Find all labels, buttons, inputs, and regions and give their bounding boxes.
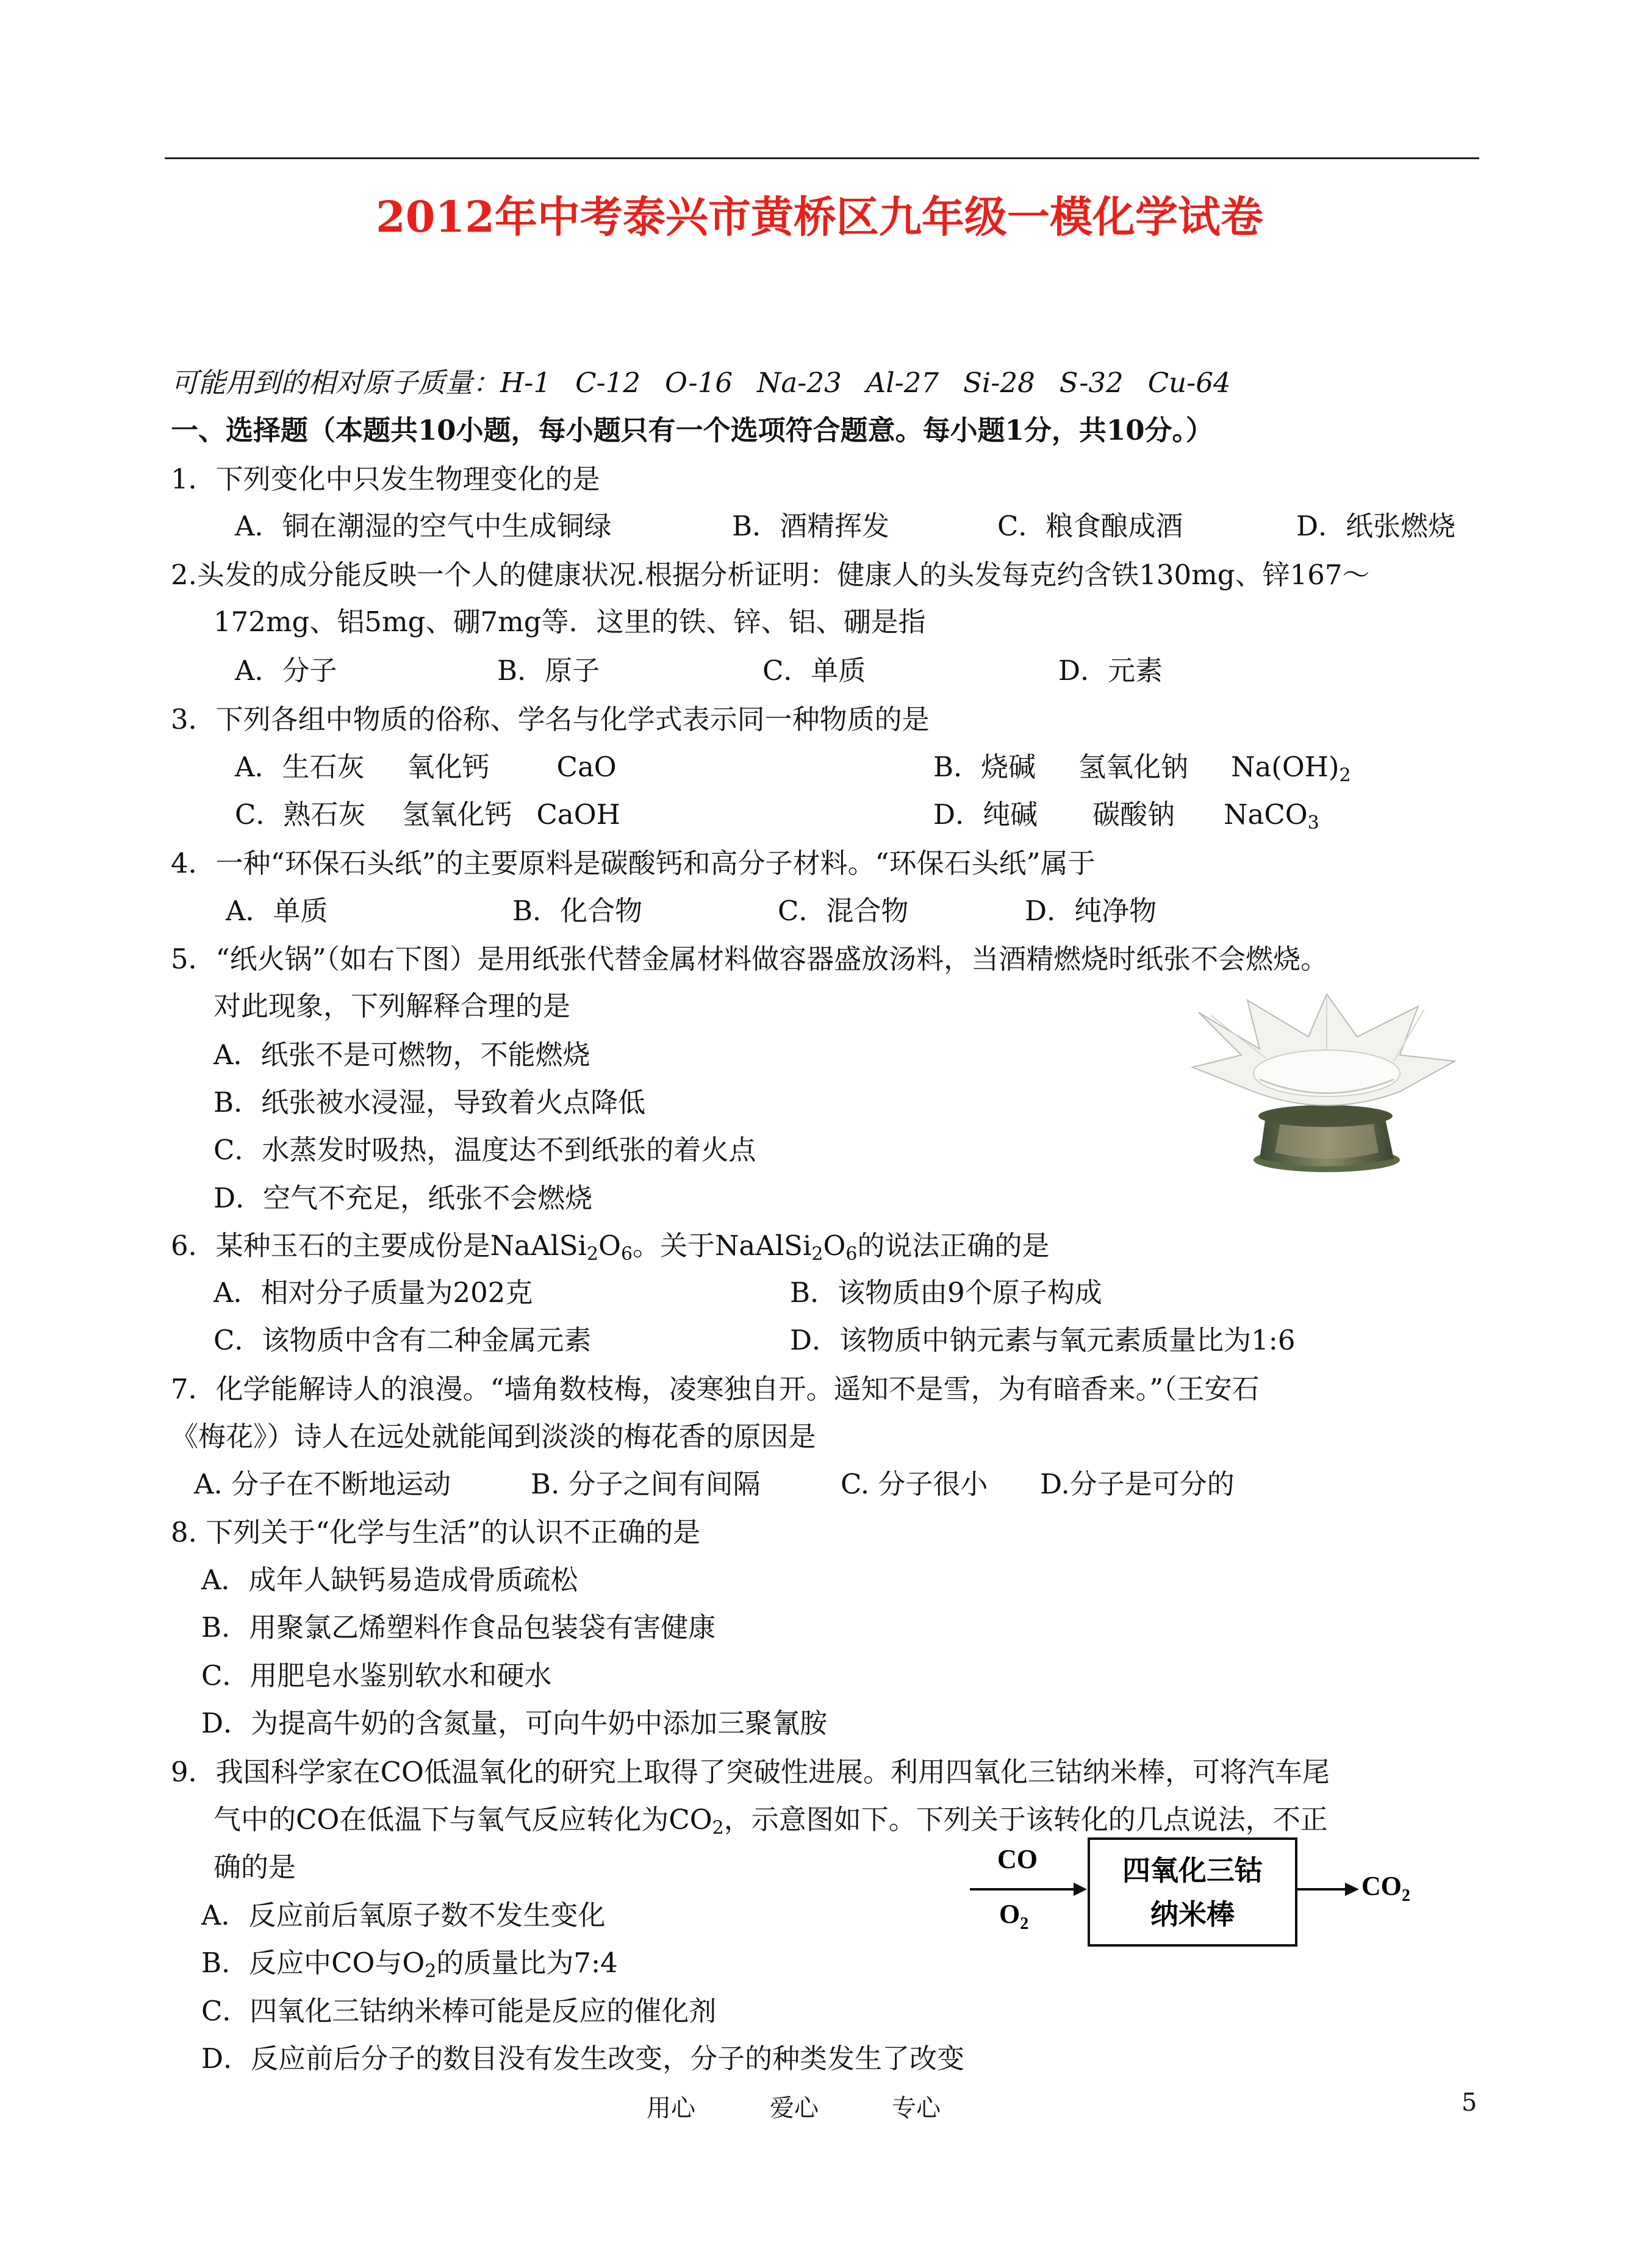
q4-option-a: A．单质 [226,895,328,927]
footer-left: 用心 [647,2094,695,2122]
diagram-input-co: CO [997,1844,1038,1874]
header-rule [165,157,1479,159]
question-4-stem: 4．一种“环保石头纸”的主要原料是碳酸钙和高分子材料。“环保石头纸”属于 [171,847,1096,879]
question-7-stem-line2: 《梅花》）诗人在远处就能闻到淡淡的梅花香的原因是 [171,1420,816,1453]
q6-option-b: B．该物质由9个原子构成 [790,1276,1102,1309]
q2-option-c: C．单质 [762,654,866,687]
question-1-stem: 1．下列变化中只发生物理变化的是 [171,463,600,495]
q3-option-a [235,749,617,785]
atomic-mass-item: C-12 [575,367,641,399]
q8-option-a: A．成年人缺钙易造成骨质疏松 [201,1564,578,1596]
question-8-stem: 8. 下列关于“化学与生活”的认识不正确的是 [171,1516,701,1548]
question-9-stem-line1: 9．我国科学家在CO低温氧化的研究上取得了突破性进展。利用四氧化三钴纳米棒，可将汽车尾 [171,1756,1330,1788]
q6-subscript-6b: 6 [845,1243,858,1265]
q8-option-d: D．为提高牛奶的含氮量，可向牛奶中添加三聚氰胺 [201,1707,828,1739]
q9-option-d: D．反应前后分子的数目没有发生改变，分子的种类发生了改变 [201,2042,965,2075]
q3-d-scientific-name: 碳酸钠 [1092,798,1175,831]
q6-oxygen-symbol: O [598,1229,621,1262]
q6-subscript-2b: 2 [811,1243,823,1265]
q9-option-b [201,1945,618,1981]
atomic-mass-item: Na-23 [757,367,842,399]
q8-option-c: C．用肥皂水鉴别软水和硬水 [201,1659,552,1692]
question-5-stem-line2: 对此现象，下列解释合理的是 [213,990,571,1022]
q6-oxygen-symbol-b: O [823,1229,846,1262]
reaction-diagram [952,1826,1440,1973]
q5-option-d: D．空气不充足，纸张不会燃烧 [213,1182,593,1214]
q9-stem2-part2: ，示意图如下。下列关于该转化的几点说法，不正 [723,1803,1328,1836]
q2-option-a: A．分子 [235,654,337,687]
q3-c-formula: CaOH [536,798,620,831]
paper-hotpot-image [1174,988,1467,1177]
question-3-stem: 3．下列各组中物质的俗称、学名与化学式表示同一种物质的是 [171,703,930,735]
q7-option-c: C. 分子很小 [841,1468,988,1500]
q3-b-common-name: B．烧碱 [933,751,1036,783]
q3-a-common-name: A．生石灰 [235,751,365,783]
q6-subscript-6: 6 [620,1243,633,1265]
atomic-mass-item: O-16 [665,367,733,399]
q6-subscript-2: 2 [586,1243,599,1265]
q6-option-d: D．该物质中钠元素与氧元素质量比为1:6 [790,1324,1296,1356]
q2-option-b: B．原子 [497,654,600,687]
diagram-input-arrowhead [1074,1883,1087,1896]
diagram-input-o2: $O_2$ [999,1899,1029,1933]
question-9-stem-line3: 确的是 [213,1851,296,1883]
q8-option-b: B．用聚氯乙烯塑料作食品包装袋有害健康 [201,1611,716,1644]
q1-option-d: D．纸张燃烧 [1296,510,1456,542]
q4-option-d: D．纯净物 [1025,895,1157,927]
q3-b-subscript: 2 [1339,765,1351,786]
q3-c-scientific-name: 氢氧化钙 [402,798,512,831]
q6-stem-part3: 的说法正确的是 [857,1229,1050,1262]
q3-c-common-name: C．熟石灰 [235,798,366,831]
q1-option-c: C．粮食酿成酒 [997,510,1183,542]
section-header: 一、选择题（本题共10小题，每小题只有一个选项符合题意。每小题1分，共10分。） [171,414,1214,446]
q1-option-b: B．酒精挥发 [732,510,890,542]
q9-stem2-subscript: 2 [712,1817,724,1839]
q3-d-subscript: 3 [1307,812,1319,834]
q4-option-b: B．化合物 [512,895,643,927]
q5-option-b: B．纸张被水浸湿，导致着火点降低 [213,1086,646,1118]
q3-b-scientific-name: 氢氧化钠 [1078,751,1189,783]
q6-stem-part2: 。关于NaAlSi [633,1229,812,1262]
q9-b-part1: B．反应中CO与O [201,1947,425,1979]
q5-option-a: A．纸张不是可燃物，不能燃烧 [213,1039,590,1071]
q9-b-part2: 的质量比为7:4 [436,1947,618,1979]
q7-option-b: B. 分子之间有间隔 [531,1468,761,1500]
q9-option-a: A．反应前后氧原子数不发生变化 [201,1899,606,1931]
q9-option-c: C．四氧化三钴纳米棒可能是反应的催化剂 [201,1995,717,2027]
q6-option-a: A．相对分子质量为202克 [213,1276,533,1309]
atomic-mass-item: Cu-64 [1147,367,1231,399]
q3-a-formula: CaO [556,751,617,783]
q3-option-d [933,796,1319,833]
page-title: 2012年中考泰兴市黄桥区九年级一模化学试卷 [376,191,1263,242]
diagram-box-line2: 纳米棒 [1150,1899,1235,1930]
q3-option-b [933,749,1351,785]
footer-right: 专心 [892,2094,941,2122]
diagram-output-arrowhead [1345,1883,1359,1896]
question-7-stem-line1: 7．化学能解诗人的浪漫。“墙角数枝梅，凌寒独自开。遥知不是雪，为有暗香来。”（王安石 [171,1373,1260,1405]
q7-option-d: D.分子是可分的 [1040,1468,1235,1500]
q6-option-c: C．该物质中含有二种金属元素 [213,1324,592,1356]
atomic-masses-label: 可能用到的相对原子质量： [171,367,501,399]
diagram-output-co2: $CO_2$ [1361,1871,1410,1905]
q3-option-c [235,796,620,833]
page-number: 5 [1461,2089,1477,2117]
q4-option-c: C．混合物 [778,895,909,927]
q3-d-common-name: D．纯碱 [933,798,1038,831]
q9-b-subscript: 2 [425,1961,437,1982]
diagram-box-line1: 四氧化三钴 [1122,1855,1263,1886]
atomic-masses [171,365,1255,401]
question-2-stem-line1: 2.头发的成分能反映一个人的健康状况.根据分析证明：健康人的头发每克约含铁130mg、锌167～ [171,559,1370,591]
question-6-stem [171,1228,1049,1264]
q3-d-formula: NaCO [1224,798,1308,831]
atomic-mass-item: H-1 [500,367,551,399]
atomic-mass-item: S-32 [1059,367,1124,399]
footer-middle: 爱心 [770,2094,819,2122]
atomic-mass-item: Al-27 [866,367,939,399]
q3-b-formula: Na(OH) [1231,751,1340,783]
q2-option-d: D．元素 [1058,654,1163,687]
question-2-stem-line2: 172mg、铝5mg、硼7mg等．这里的铁、锌、铝、硼是指 [213,606,926,638]
q3-a-scientific-name: 氧化钙 [407,751,490,783]
atomic-mass-item: Si-28 [963,367,1035,399]
q1-option-a: A．铜在潮湿的空气中生成铜绿 [235,510,612,542]
question-5-stem-line1: 5．“纸火锅”（如右下图）是用纸张代替金属材料做容器盛放汤料，当酒精燃烧时纸张不会燃烧。 [171,943,1329,975]
q9-stem2-part1: 气中的CO在低温下与氧气反应转化为CO [213,1803,712,1836]
q5-option-c: C．水蒸发时吸热，温度达不到纸张的着火点 [213,1134,756,1166]
q6-stem-part1: 6．某种玉石的主要成份是NaAlSi [171,1229,587,1262]
q7-option-a: A. 分子在不断地运动 [194,1468,451,1500]
